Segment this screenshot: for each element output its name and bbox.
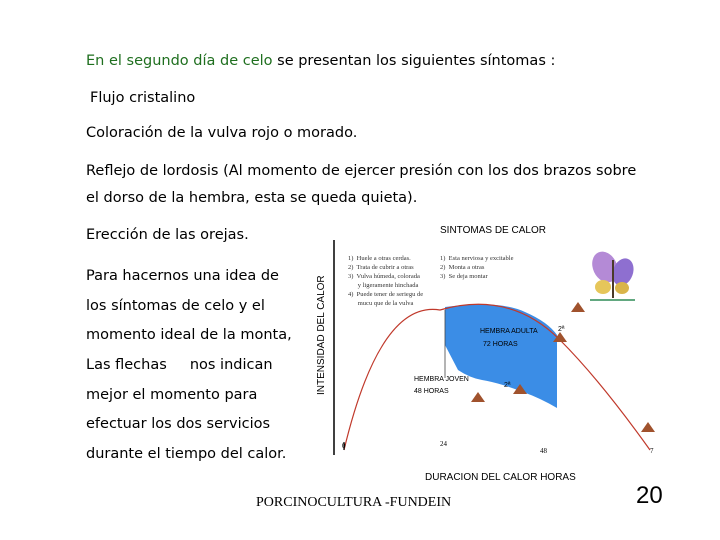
left-note-2: 2) Trata de cubrir a otras bbox=[348, 264, 414, 271]
label-adult-hours: 72 HORAS bbox=[483, 341, 518, 348]
left-notes bbox=[348, 254, 423, 308]
left-note-4: y ligeramente hinchada bbox=[348, 282, 419, 289]
right-notes bbox=[440, 254, 513, 281]
heading-highlight: En el segundo día de celo bbox=[86, 53, 273, 69]
right-note-1: 1) Esta nerviosa y excitable bbox=[440, 255, 514, 262]
butterfly-icon bbox=[587, 247, 637, 300]
label-young-hours: 48 HORAS bbox=[414, 388, 449, 395]
chart-title: SINTOMAS DE CALOR bbox=[440, 225, 546, 236]
x-tick-72: 7 bbox=[650, 447, 654, 455]
symptom-coloracion: Coloración de la vulva rojo o morado. bbox=[86, 125, 358, 141]
label-young: HEMBRA JOVEN bbox=[414, 376, 469, 383]
label-adult: HEMBRA ADULTA bbox=[480, 328, 538, 335]
x-tick-0: 0 bbox=[342, 442, 346, 450]
page-number: 20 bbox=[636, 482, 663, 509]
mark-2a-adult: 2ª bbox=[558, 326, 565, 333]
left-note-5: 4) Puede tener de seriegu de bbox=[348, 291, 424, 298]
explanation-line-6: efectuar los dos servicios bbox=[86, 416, 271, 432]
explanation-line-5: mejor el momento para bbox=[86, 387, 258, 403]
right-note-2: 2) Monta a otras bbox=[440, 264, 485, 271]
marker-arrow-5 bbox=[641, 422, 655, 432]
explanation-line-1: Para hacernos una idea de bbox=[86, 268, 279, 284]
explanation-line-3: momento ideal de la monta, bbox=[86, 327, 292, 343]
footer: PORCINOCULTURA -FUNDEIN bbox=[256, 495, 452, 510]
x-tick-48: 48 bbox=[540, 447, 547, 455]
chart-x-label: DURACION DEL CALOR HORAS bbox=[425, 472, 576, 483]
left-note-1: 1) Huele a otras cerdas. bbox=[348, 255, 411, 262]
symptom-lordosis: Reflejo de lordosis (Al momento de ejercer presión con los dos brazos sobre bbox=[86, 163, 637, 179]
marker-arrow-4 bbox=[571, 302, 585, 312]
marker-arrow-3 bbox=[471, 392, 485, 402]
fill-area-adult bbox=[445, 304, 557, 408]
symptom-orejas: Erección de las orejas. bbox=[86, 227, 249, 243]
left-note-6: mucu que de la vulva bbox=[348, 300, 414, 307]
explanation-line-4: Las flechas nos indican bbox=[86, 357, 273, 373]
mark-2a-young: 2ª bbox=[504, 382, 511, 389]
right-note-3: 3) Se deja montar bbox=[440, 273, 488, 280]
heading-rest: se presentan los siguientes síntomas : bbox=[272, 53, 556, 69]
explanation-line-2: los síntomas de celo y el bbox=[86, 298, 265, 314]
symptom-flujo: Flujo cristalino bbox=[90, 90, 196, 106]
left-note-3: 3) Vulva húmeda, colorada bbox=[348, 273, 420, 280]
chart-y-label: INTENSIDAD DEL CALOR bbox=[316, 275, 327, 395]
x-tick-24: 24 bbox=[440, 440, 447, 448]
symptom-lordosis-cont: el dorso de la hembra, esta se queda quieta). bbox=[86, 190, 418, 206]
explanation-line-7: durante el tiempo del calor. bbox=[86, 446, 287, 462]
